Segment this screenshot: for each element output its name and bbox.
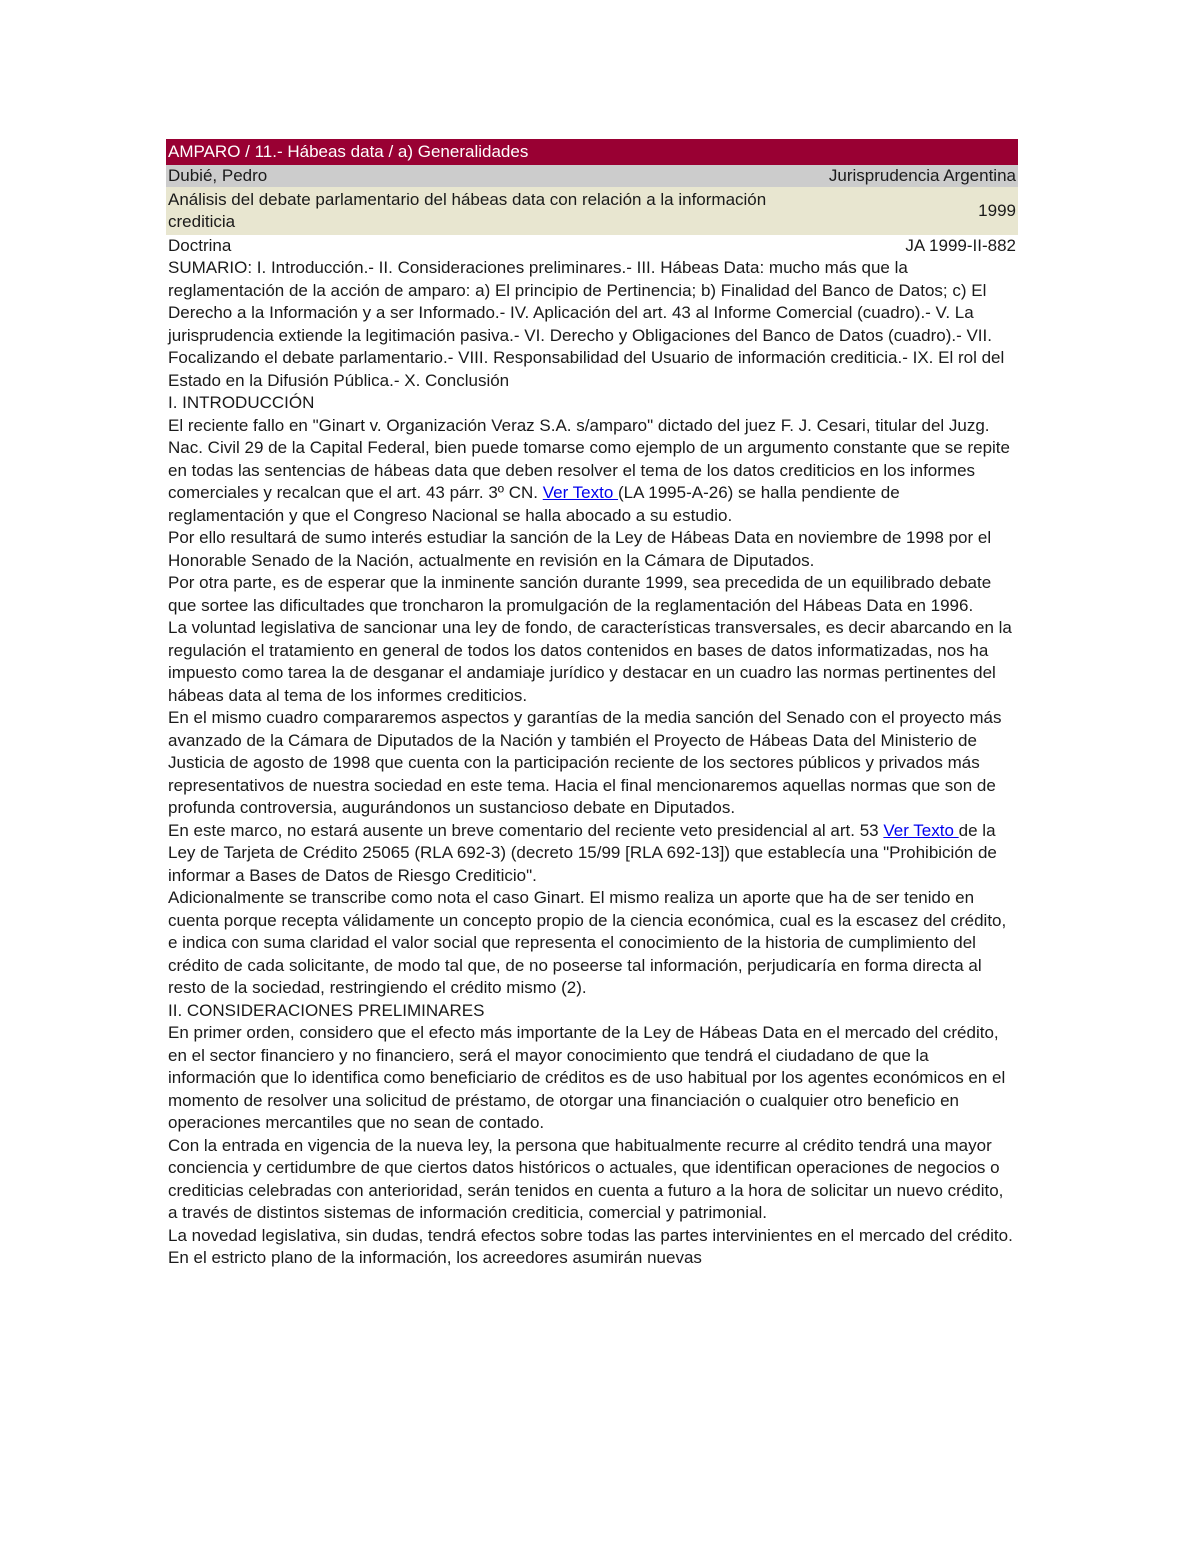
section-heading-introduccion: I. INTRODUCCIÓN	[168, 393, 315, 412]
paragraph: La voluntad legislativa de sancionar una ley de fondo, de características transversales, es decir abarcando en la regulación el tratamiento en general de todos los datos contenidos en bases de datos informatizadas, nos ha impuesto como tarea la de desganar el andamiaje jurídico y destacar en un cuadro las normas pertinentes del hábeas data al tema de los informes crediticios.	[168, 618, 1012, 705]
category-bar	[166, 139, 1018, 165]
paragraph: En primer orden, considero que el efecto más importante de la Ley de Hábeas Data en el mercado del crédito, en el sector financiero y no financiero, será el mayor conocimiento que tendrá el ciudadano de que la información que lo identifica como beneficiario de créditos es de uso habitual por los agentes económicos en el momento de resolver una solicitud de préstamo, de otorgar una financiación o cualquier otro beneficio en operaciones mercantiles que no sean de contado.	[168, 1023, 1006, 1132]
author-name: Dubié, Pedro	[168, 165, 268, 185]
paragraph: Por ello resultará de sumo interés estudiar la sanción de la Ley de Hábeas Data en noviembre de 1998 por el Honorable Senado de la Nación, actualmente en revisión en la Cámara de Diputados.	[168, 528, 992, 570]
article-body	[166, 257, 1018, 1270]
publication-name: Jurisprudencia Argentina	[828, 165, 1016, 185]
ver-texto-link[interactable]: Ver Texto	[542, 483, 619, 502]
paragraph: Con la entrada en vigencia de la nueva ley, la persona que habitualmente recurre al crédito tendrá una mayor conciencia y certidumbre de que ciertos datos históricos o actuales, que identifican operaciones de negocios o crediticias celebradas con anterioridad, serán tenidos en cuenta a futuro a la hora de solicitar un nuevo crédito, a través de distintos sistemas de información crediticia, comercial y patrimonial.	[168, 1135, 1004, 1222]
paragraph: El reciente fallo en "Ginart v. Organización Veraz S.A. s/amparo" dictado del juez F. J. Cesari, titular del Juzg. Nac. Civil 29 de la Capital Federal, bien puede tomarse como ejemplo de un argumento constante que se repite en todas las sentencias de hábeas data que deben resolver el tema de los datos crediticios en los informes comerciales y recalcan que el art. 43 párr. 3º CN. Ver Texto (LA 1995-A-26) se halla pendiente de reglamentación y que el Congreso Nacional se halla abocado a su estudio.	[168, 415, 1010, 525]
paragraph: Por otra parte, es de esperar que la inminente sanción durante 1999, sea precedida de un equilibrado debate que sortee las dificultades que troncharon la promulgación de la reglamentación del Hábeas Data en 1996.	[168, 573, 992, 615]
category-label: AMPARO / 11.- Hábeas data / a) Generalidades	[168, 141, 529, 161]
author-row	[166, 165, 1018, 187]
title-row	[166, 187, 1018, 235]
paragraph: En este marco, no estará ausente un breve comentario del reciente veto presidencial al art. 53 Ver Texto de la Ley de Tarjeta de Crédito 25065 (RLA 692-3) (decreto 15/99 [RLA 692-13]) que establecía una "Prohibición de informar a Bases de Datos de Riesgo Crediticio".	[168, 820, 997, 885]
document-page	[166, 139, 1018, 1270]
paragraph: En el mismo cuadro compararemos aspectos y garantías de la media sanción del Senado con el proyecto más avanzado de la Cámara de Diputados de la Nación y también el Proyecto de Hábeas Data del Ministerio de Justicia de agosto de 1998 que cuenta con la participación reciente de los sectores públicos y privados más representativos de nuestra sociedad en este tema. Hacia el final mencionaremos aquellas normas que son de profunda controversia, augurándonos un sustancioso debate en Diputados.	[168, 708, 1002, 817]
sumario: SUMARIO: I. Introducción.- II. Consideraciones preliminares.- III. Hábeas Data: mucho más que la reglamentación de la acción de amparo: a) El principio de Pertinencia; b) Finalidad del Banco de Datos; c) El Derecho a la Información y a ser Informado.- IV. Aplicación del art. 43 al Informe Comercial (cuadro).- V. La jurisprudencia extiende la legitimación pasiva.- VI. Derecho y Obligaciones del Banco de Datos (cuadro).- VII. Focalizando el debate parlamentario.- VIII. Responsabilidad del Usuario de información crediticia.- IX. El rol del Estado en la Difusión Pública.- X. Conclusión	[168, 258, 1005, 390]
doc-type: Doctrina	[168, 235, 232, 255]
paragraph: Adicionalmente se transcribe como nota el caso Ginart. El mismo realiza un aporte que ha de ser tenido en cuenta porque recepta válidamente un concepto propio de la ciencia económica, cual es la escasez del crédito, e indica con suma claridad el valor social que representa el conocimiento de la historia de cumplimiento del crédito de cada solicitante, de modo tal que, de no poseerse tal información, perjudicaría en forma directa al resto de la sociedad, restringiendo el crédito mismo (2).	[168, 888, 1007, 997]
paragraph: La novedad legislativa, sin dudas, tendrá efectos sobre todas las partes intervinientes en el mercado del crédito. En el estricto plano de la información, los acreedores asumirán nuevas	[168, 1225, 1013, 1267]
citation: JA 1999-II-882	[905, 235, 1016, 255]
article-title: Análisis del debate parlamentario del hábeas data con relación a la información crediticia	[168, 189, 767, 231]
doc-type-row	[166, 235, 1018, 257]
section-heading-consideraciones: II. CONSIDERACIONES PRELIMINARES	[168, 1000, 485, 1020]
article-year: 1999	[978, 200, 1016, 220]
ver-texto-link[interactable]: Ver Texto	[883, 820, 959, 840]
